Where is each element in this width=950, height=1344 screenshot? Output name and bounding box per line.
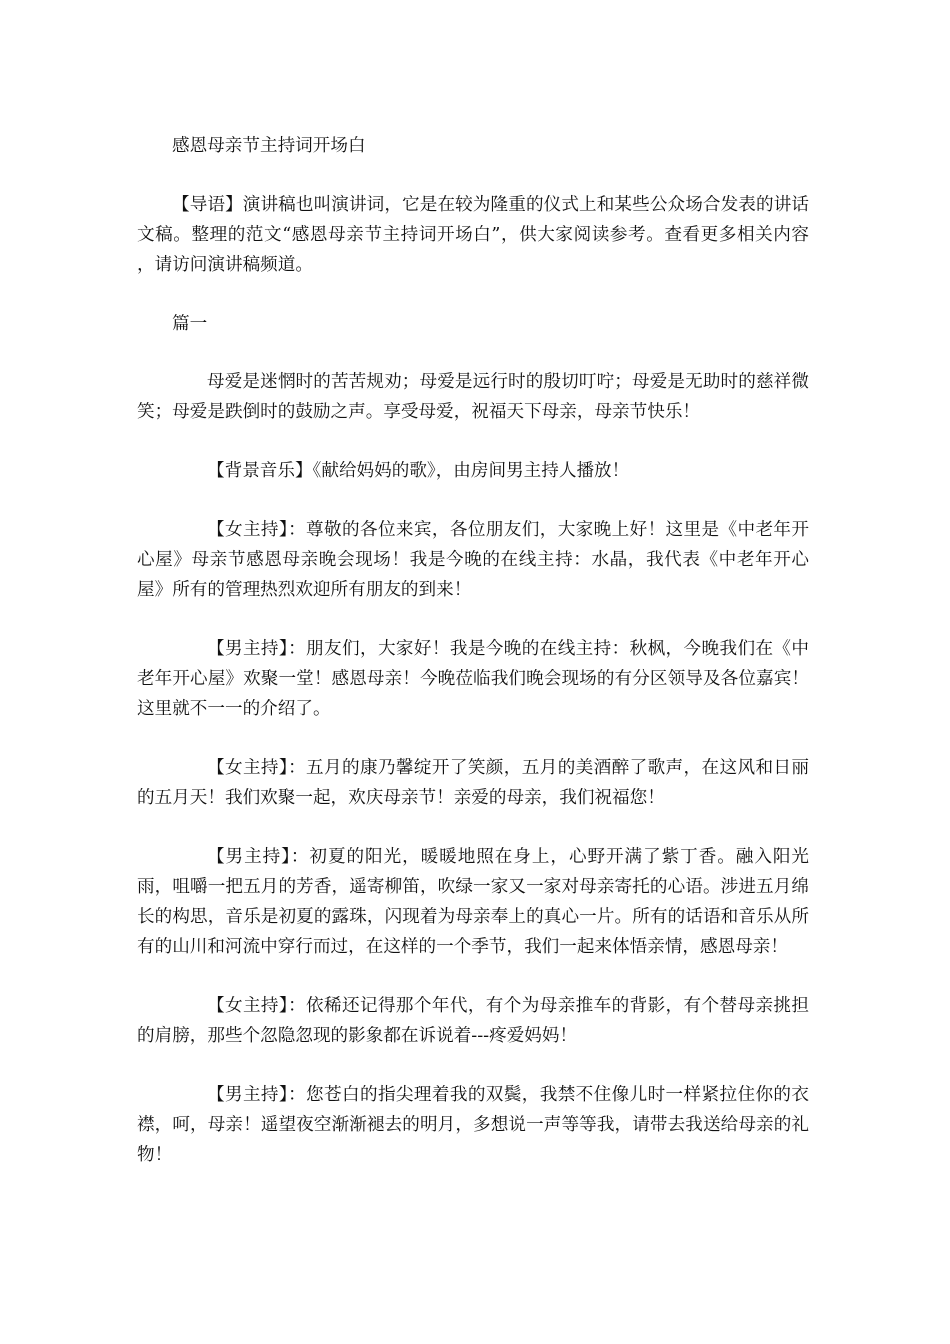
paragraph-female-host-1: 【女主持】：尊敬的各位来宾，各位朋友们，大家晚上好！这里是《中老年开心屋》母亲节感恩母亲晚会现场！我是今晚的在线主持：水晶，我代表《中老年开心屋》所有的管理热烈欢迎所有朋友的到来！ — [137, 520, 809, 600]
paragraph-male-host-3: 【男主持】：您苍白的指尖理着我的双鬓，我禁不住像儿时一样紧拉住你的衣襟，呵，母亲！遥望夜空渐渐褪去的明月，多想说一声等等我，请带去我送给母亲的礼物！ — [137, 1085, 809, 1165]
paragraph-female-host-3: 【女主持】：依稀还记得那个年代，有个为母亲推车的背影，有个替母亲挑担的肩膀，那些个忽隐忽现的影象都在诉说着---疼爱妈妈！ — [137, 996, 809, 1046]
paragraph-opening: 母爱是迷惘时的苦苦规劝；母爱是远行时的殷切叮咛；母爱是无助时的慈祥微笑；母爱是跌倒时的鼓励之声。享受母爱，祝福天下母亲，母亲节快乐！ — [137, 372, 809, 422]
paragraph-male-host-2: 【男主持】：初夏的阳光，暖暖地照在身上，心野开满了紫丁香。融入阳光雨，咀嚼一把五月的芳香，遥寄柳笛，吹绿一家又一家对母亲寄托的心语。涉进五月绵长的构思，音乐是初夏的露珠，闪现着为母亲奉上的真心一片。所有的话语和音乐从所有的山川和河流中穿行而过，在这样的一个季节，我们一起来体悟亲情，感恩母亲！ — [137, 847, 809, 957]
intro-paragraph: 【导语】演讲稿也叫演讲词，它是在较为隆重的仪式上和某些公众场合发表的讲话文稿。整理的范文“感恩母亲节主持词开场白”，供大家阅读参考。查看更多相关内容 ，请访问演讲稿频道。 — [137, 195, 809, 275]
paragraph-male-host-1: 【男主持】：朋友们，大家好！我是今晚的在线主持：秋枫，今晚我们在《中老年开心屋》欢聚一堂！感恩母亲！今晚莅临我们晚会现场的有分区领导及各位嘉宾！这里就不一一的介绍了。 — [137, 639, 809, 719]
document-title: 感恩母亲节主持词开场白 — [172, 136, 366, 156]
paragraph-female-host-2: 【女主持】：五月的康乃馨绽开了笑颜，五月的美酒醉了歌声，在这风和日丽的五月天！我们欢聚一起，欢庆母亲节！亲爱的母亲，我们祝福您！ — [137, 758, 809, 808]
section-heading: 篇一 — [172, 314, 208, 334]
paragraph-background-music: 【背景音乐】《献给妈妈的歌》，由房间男主持人播放！ — [207, 461, 630, 481]
document-body — [137, 131, 809, 1199]
